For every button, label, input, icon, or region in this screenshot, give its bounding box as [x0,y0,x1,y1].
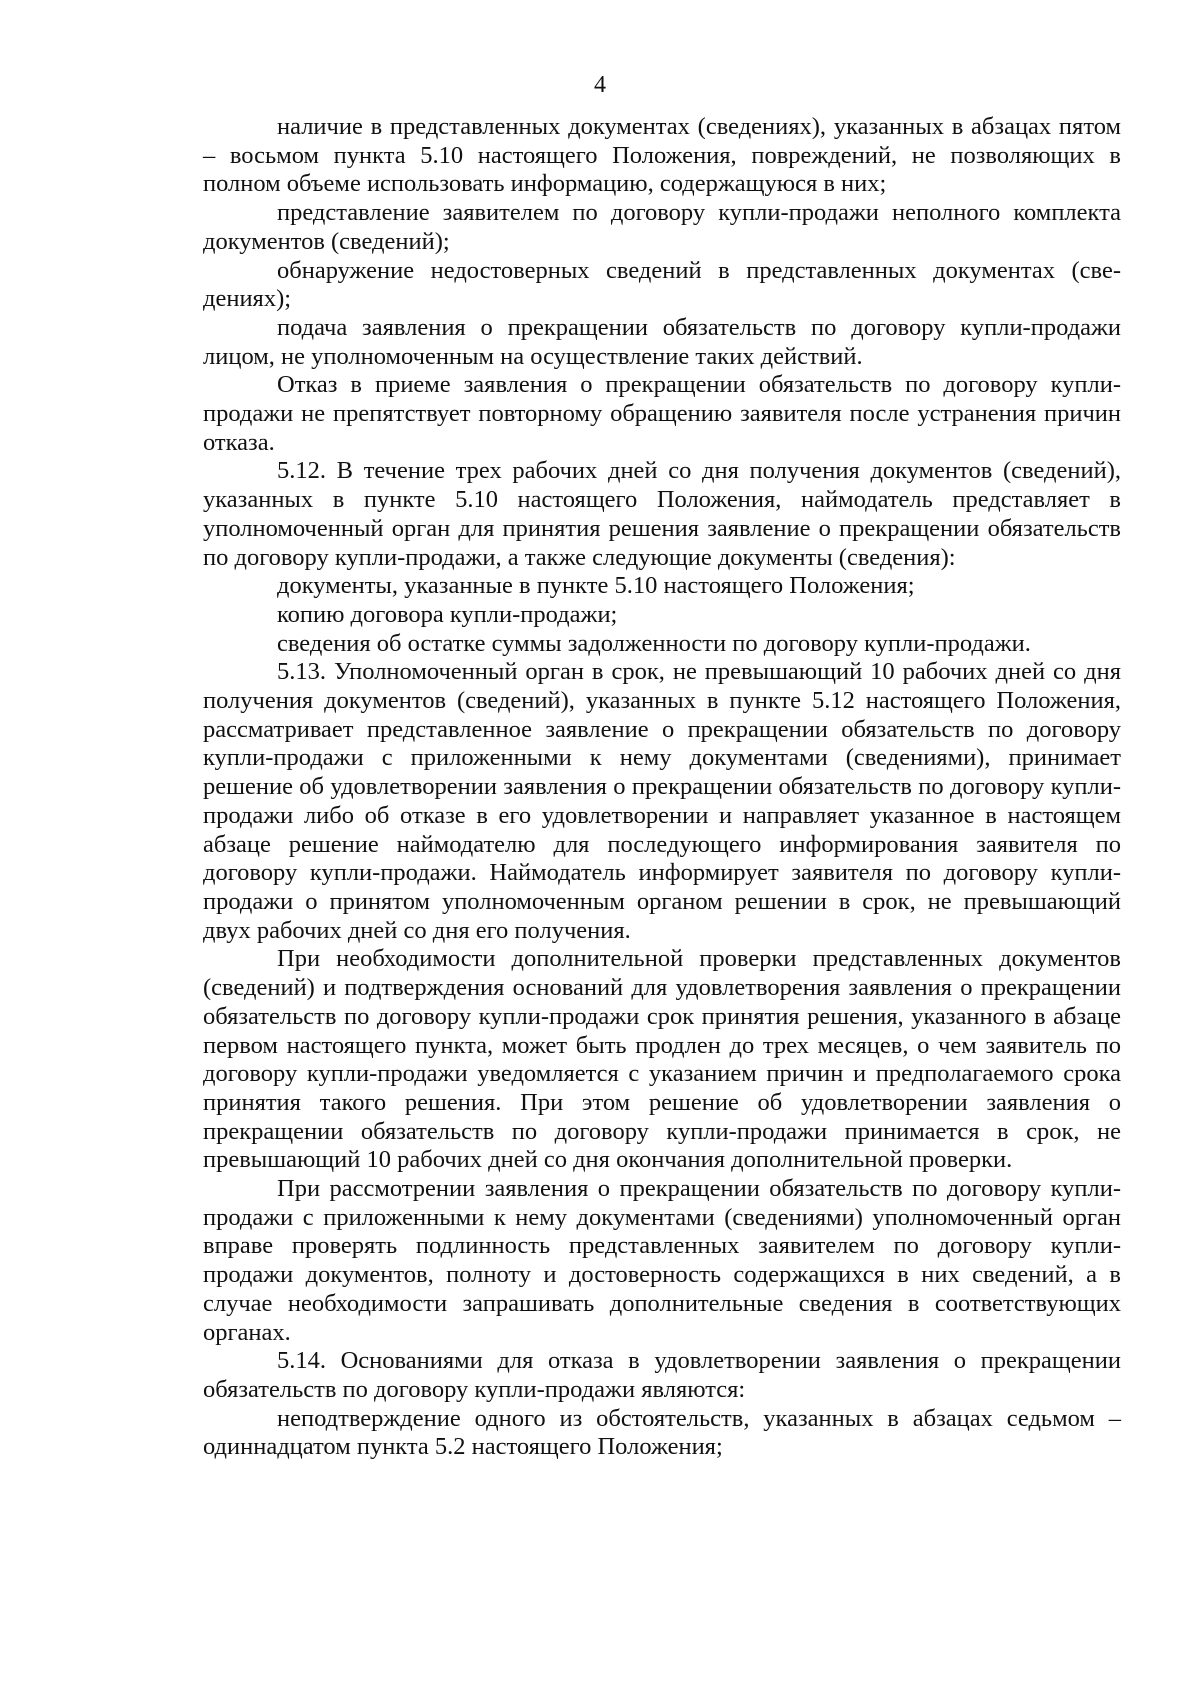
paragraph-refusal-no-obstacle: Отказ в приеме заявления о прекращении обязательств по договору купли-продажи не препятствует повторному обращению заявителя после устранения причин отказа. [203,371,1121,456]
paragraph-5-12: 5.12. В течение трех рабочих дней со дня получения документов (сведений), указанных в пункте 5.10 настоящего Положения, наймодатель представляет в уполномоченный орган для принятия решения заявление о прекращении обязательств по договору купли-продажи, а также следующие документы (сведения): [203,457,1121,571]
paragraph-5-14: 5.14. Основаниями для отказа в удовлетворении заявления о прекращении обязательств по договору купли-продажи являются: [203,1347,1121,1403]
document-body [203,113,1121,1462]
paragraph-documents-list-item-1: документы, указанные в пункте 5.10 настоящего Положения; [277,572,915,600]
paragraph-additional-check: При необходимости дополнительной проверки представленных документов (сведений) и подтверждения оснований для удовлетворения заявления о прекращении обязательств по договору купли-продажи срок принятия решения, указанного в абзаце первом настоящего пункта, может быть продлен до трех месяцев, о чем заявитель по договору купли-продажи уведомляется с указанием причин и предполагаемого срока принятия такого решения. При этом решение об удовлетворении заявления о прекращении обязательств по договору купли-продажи принимается в срок, не превышающий 10 рабочих дней со дня окончания дополнительной проверки. [203,945,1121,1174]
paragraph-5-13: 5.13. Уполномоченный орган в срок, не превышающий 10 рабочих дней со дня получения документов (сведений), указанных в пункте 5.12 настоящего Положения, рассматривает представленное заявление о прекращении обязательств по договору купли-продажи с приложенными к нему документами (сведениями), принимает решение об удовлетворении заявления о прекращении обязательств по договору купли-продажи либо об отказе в его удовлетворении и направляет указанное в настоящем абзаце решение наймодателю для последующего информирования заявителя по договору купли-продажи. Наймодатель информирует заявителя по договору купли-продажи о принятом уполномоченным органом решении в срок, не превышающий двух рабочих дней со дня его получения. [203,658,1121,944]
paragraph-verification-rights: При рассмотрении заявления о прекращении обязательств по договору купли-продажи с приложенными к нему документами (сведениями) уполномоченный орган вправе проверять подлинность представленных заявителем по договору купли-продажи документов, полноту и достоверность содержащихся в них сведений, а в случае необходимости запрашивать дополнительные сведения в соответствующих органах. [203,1175,1121,1346]
paragraph-unreliable-info: обнаружение недостоверных сведений в представленных документах (сведениях); [203,256,1121,313]
paragraph-damaged-documents: наличие в представленных документах (сведениях), указанных в абзацах пятом – восьмом пункта 5.10 настоящего Положения, повреждений, не позволяющих в полном объеме использовать информацию, содержащуюся в них; [203,113,1121,198]
paragraph-documents-list-item-2: копию договора купли-продажи; [277,600,618,628]
paragraph-unauthorized-person: подача заявления о прекращении обязательств по договору купли-продажи лицом, не уполномоченным на осуществление таких действий. [203,313,1121,370]
paragraph-incomplete-set: представление заявителем по договору купли-продажи неполного комплекта документов (сведений); [203,199,1121,255]
paragraph-refusal-ground-1: неподтверждение одного из обстоятельств, указанных в абзацах седьмом – одиннадцатом пункта 5.2 настоящего Положения; [203,1404,1121,1461]
paragraph-documents-list-item-3: сведения об остатке суммы задолженности по договору купли-продажи. [277,629,1031,657]
page-number: 4 [594,72,606,98]
